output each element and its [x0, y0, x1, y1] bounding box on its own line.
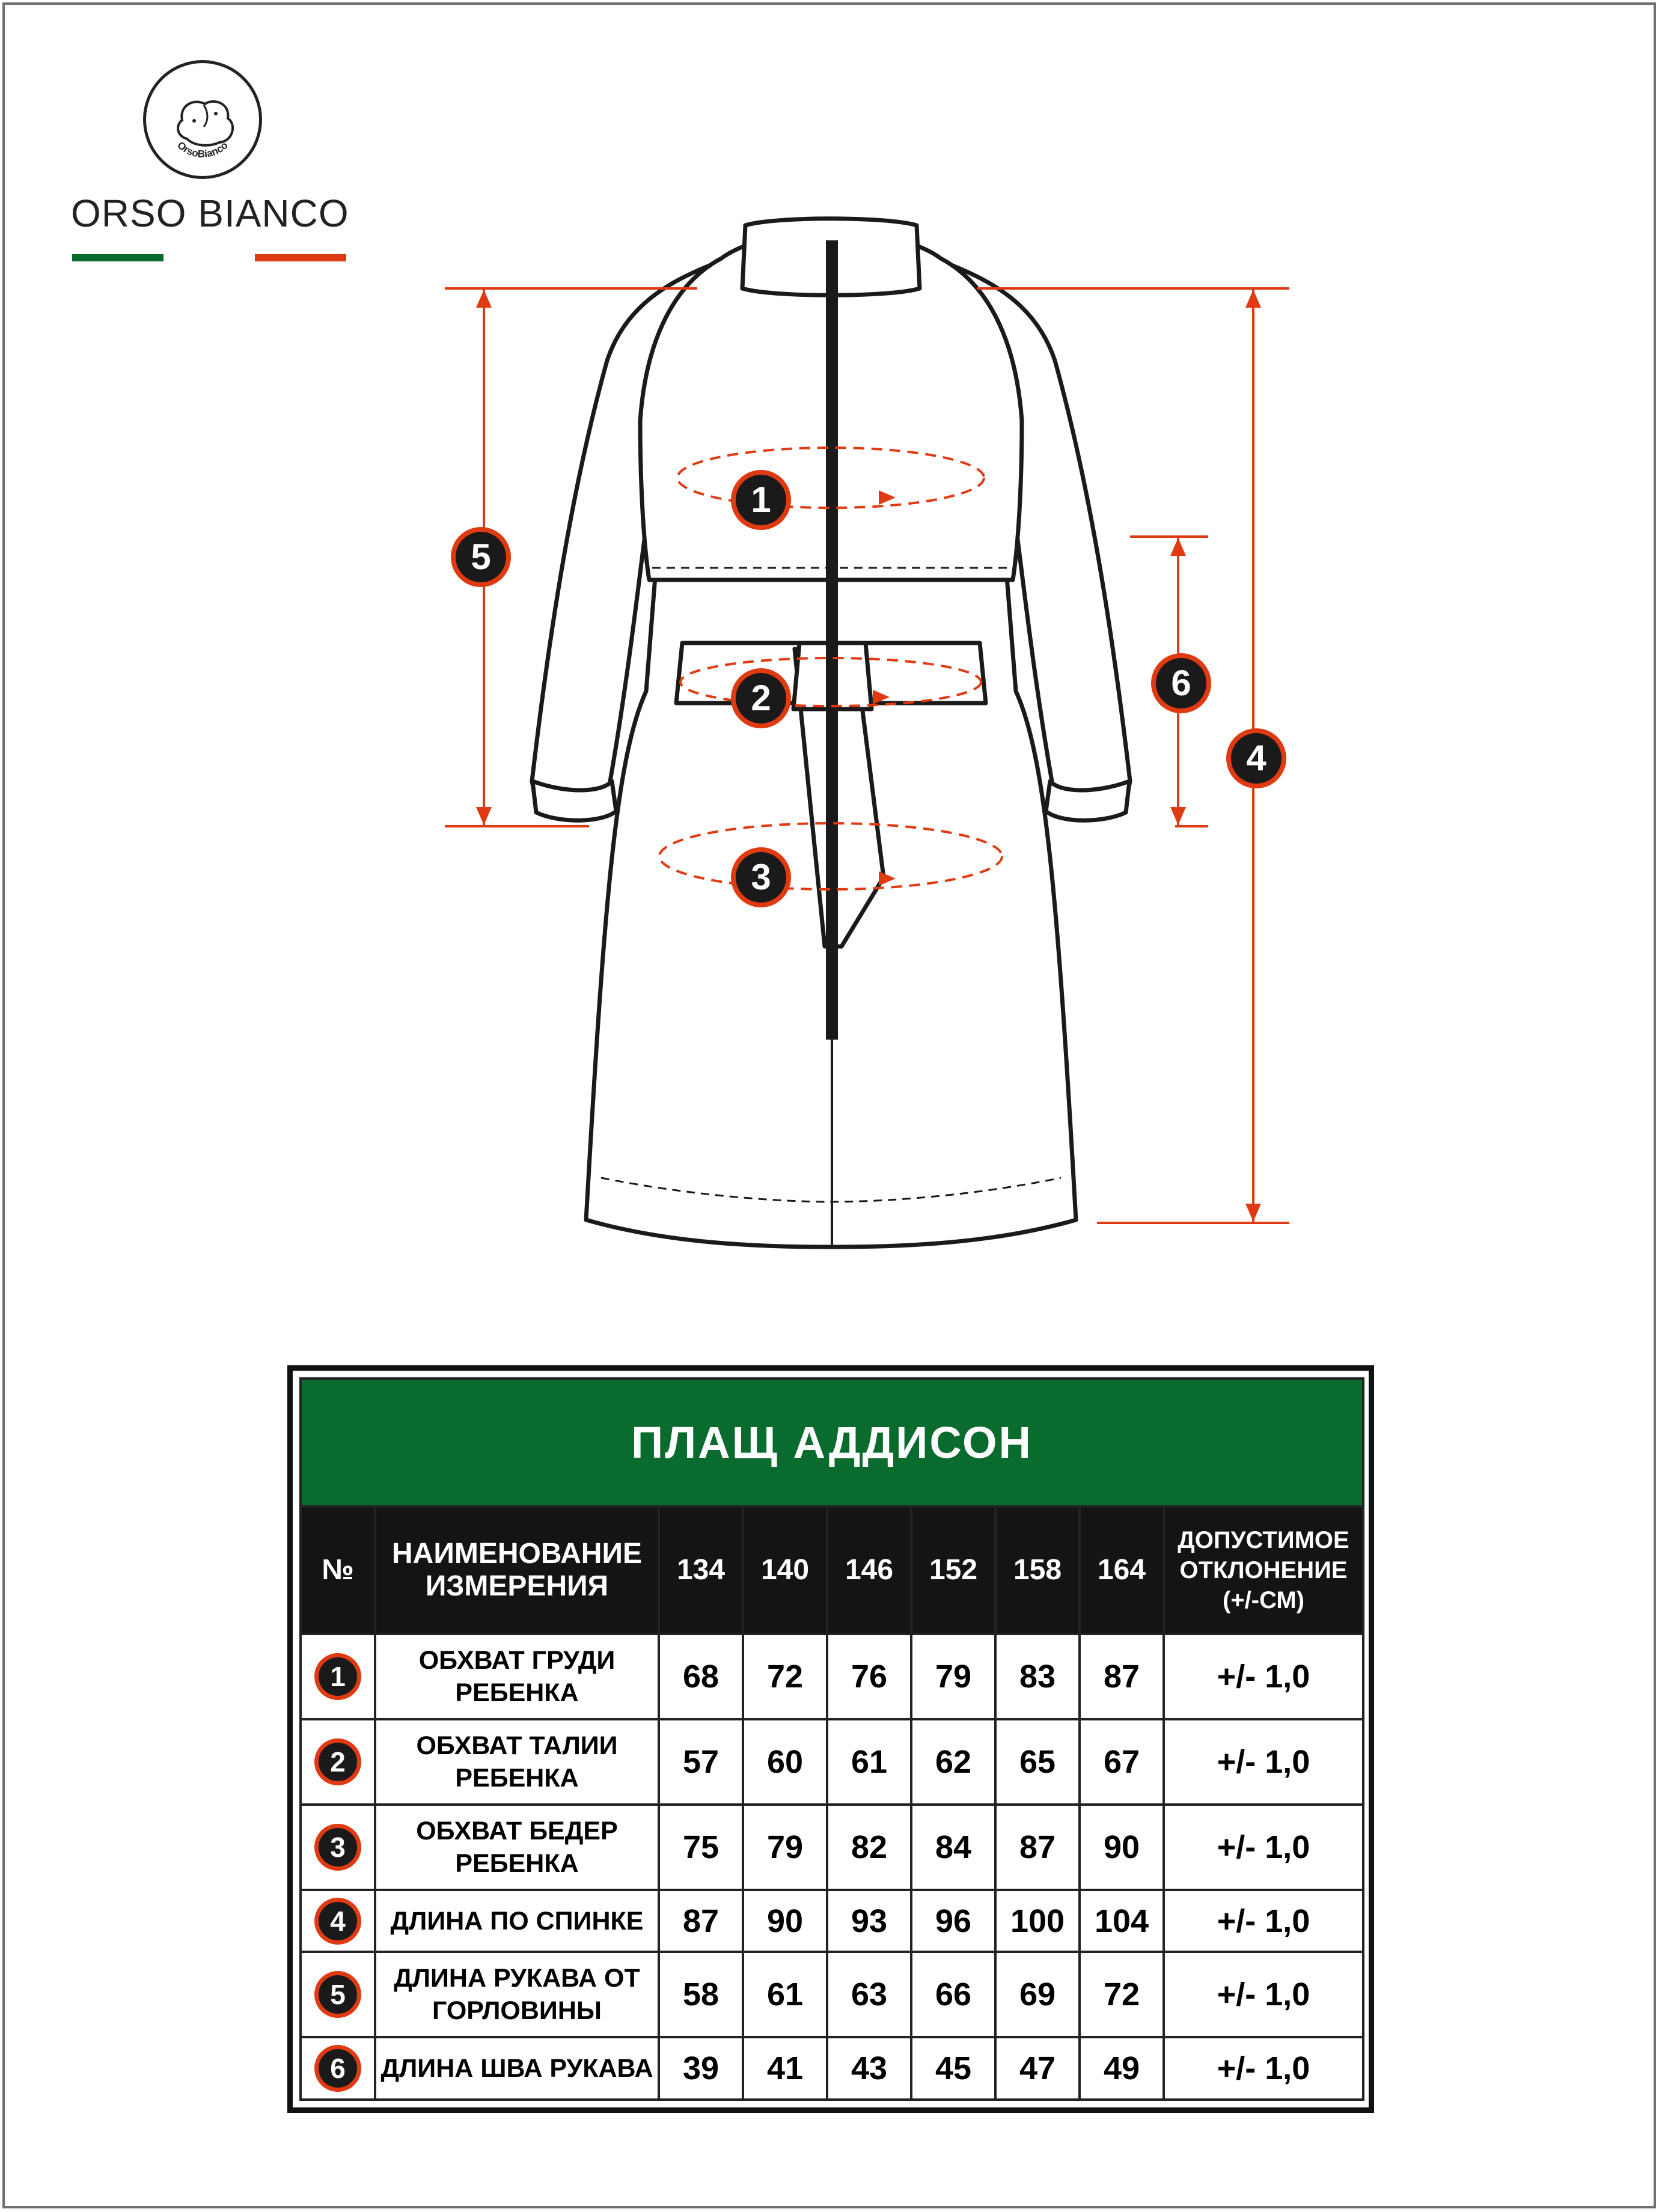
row-value: 49: [1080, 2037, 1164, 2100]
header-size: 158: [995, 1507, 1080, 1635]
row-value: 96: [911, 1890, 995, 1952]
table-title: ПЛАЩ АДДИСОН: [301, 1379, 1363, 1507]
table-row: [301, 1634, 1363, 1719]
row-num-badge: 1: [314, 1653, 361, 1700]
header-tolerance: ДОПУСТИМОЕ ОТКЛОНЕНИЕ (+/-СМ): [1164, 1507, 1363, 1635]
zipper: [826, 240, 838, 1040]
row-tolerance: +/- 1,0: [1164, 1890, 1363, 1952]
row-value: 87: [659, 1890, 743, 1952]
row-num-badge: 3: [314, 1824, 361, 1871]
row-name: ДЛИНА ШВА РУКАВА: [375, 2037, 659, 2100]
row-name: ОБХВАТ БЕДЕР РЕБЕНКА: [375, 1805, 659, 1890]
row-value: 87: [995, 1805, 1080, 1890]
table-row: [301, 1805, 1363, 1890]
header-name: НАИМЕНОВАНИЕ ИЗМЕРЕНИЯ: [375, 1507, 659, 1635]
row-num-badge: 5: [314, 1971, 361, 2018]
row-value: 65: [995, 1719, 1080, 1805]
row-tolerance: +/- 1,0: [1164, 1952, 1363, 2037]
row-value: 63: [827, 1952, 911, 2037]
row-value: 90: [743, 1890, 827, 1952]
row-num-cell: [301, 1805, 375, 1890]
row-tolerance: +/- 1,0: [1164, 2037, 1363, 2100]
table-header-row: [301, 1507, 1363, 1635]
row-name: ОБХВАТ ТАЛИИ РЕБЕНКА: [375, 1719, 659, 1805]
header-size: 164: [1080, 1507, 1164, 1635]
row-num-cell: [301, 1719, 375, 1805]
row-value: 68: [659, 1634, 743, 1719]
row-value: 41: [743, 2037, 827, 2100]
row-num-badge: 6: [314, 2045, 361, 2092]
row-name: ОБХВАТ ГРУДИ РЕБЕНКА: [375, 1634, 659, 1719]
row-value: 61: [743, 1952, 827, 2037]
row-value: 72: [1080, 1952, 1164, 2037]
row-value: 104: [1080, 1890, 1164, 1952]
row-num-cell: [301, 1952, 375, 2037]
row-value: 84: [911, 1805, 995, 1890]
row-value: 93: [827, 1890, 911, 1952]
row-tolerance: +/- 1,0: [1164, 1719, 1363, 1805]
row-num-cell: [301, 1634, 375, 1719]
row-value: 87: [1080, 1634, 1164, 1719]
row-name: ДЛИНА РУКАВА ОТ ГОРЛОВИНЫ: [375, 1952, 659, 2037]
row-value: 69: [995, 1952, 1080, 2037]
row-num-badge: 2: [314, 1738, 361, 1785]
table-row: [301, 1952, 1363, 2037]
row-tolerance: +/- 1,0: [1164, 1805, 1363, 1890]
table-row: [301, 2037, 1363, 2100]
row-tolerance: +/- 1,0: [1164, 1634, 1363, 1719]
header-size: 140: [743, 1507, 827, 1635]
row-value: 79: [743, 1805, 827, 1890]
row-value: 39: [659, 2037, 743, 2100]
row-num-cell: [301, 2037, 375, 2100]
row-value: 90: [1080, 1805, 1164, 1890]
row-value: 75: [659, 1805, 743, 1890]
header-num: №: [301, 1507, 375, 1635]
row-value: 58: [659, 1952, 743, 2037]
row-value: 67: [1080, 1719, 1164, 1805]
table-row: [301, 1719, 1363, 1805]
row-num-cell: [301, 1890, 375, 1952]
row-value: 45: [911, 2037, 995, 2100]
row-value: 72: [743, 1634, 827, 1719]
marker-5: 5: [451, 527, 511, 587]
row-num-badge: 4: [314, 1898, 361, 1945]
header-size: 152: [911, 1507, 995, 1635]
row-value: 66: [911, 1952, 995, 2037]
row-value: 61: [827, 1719, 911, 1805]
brand-name: ORSO BIANCO: [71, 192, 349, 235]
table-row: [301, 1890, 1363, 1952]
marker-3: 3: [731, 847, 791, 907]
marker-4: 4: [1226, 728, 1286, 788]
row-value: 43: [827, 2037, 911, 2100]
row-value: 62: [911, 1719, 995, 1805]
row-value: 100: [995, 1890, 1080, 1952]
row-name: ДЛИНА ПО СПИНКЕ: [375, 1890, 659, 1952]
row-value: 47: [995, 2037, 1080, 2100]
marker-6: 6: [1151, 653, 1211, 713]
row-value: 83: [995, 1634, 1080, 1719]
marker-2: 2: [731, 668, 791, 728]
marker-1: 1: [731, 470, 791, 530]
svg-text:OrsoBianco: OrsoBianco: [175, 139, 230, 160]
row-value: 57: [659, 1719, 743, 1805]
row-value: 79: [911, 1634, 995, 1719]
size-chart-table: [299, 1377, 1364, 2101]
row-value: 82: [827, 1805, 911, 1890]
header-size: 146: [827, 1507, 911, 1635]
row-value: 76: [827, 1634, 911, 1719]
header-size: 134: [659, 1507, 743, 1635]
row-value: 60: [743, 1719, 827, 1805]
table-title-row: [301, 1379, 1363, 1507]
